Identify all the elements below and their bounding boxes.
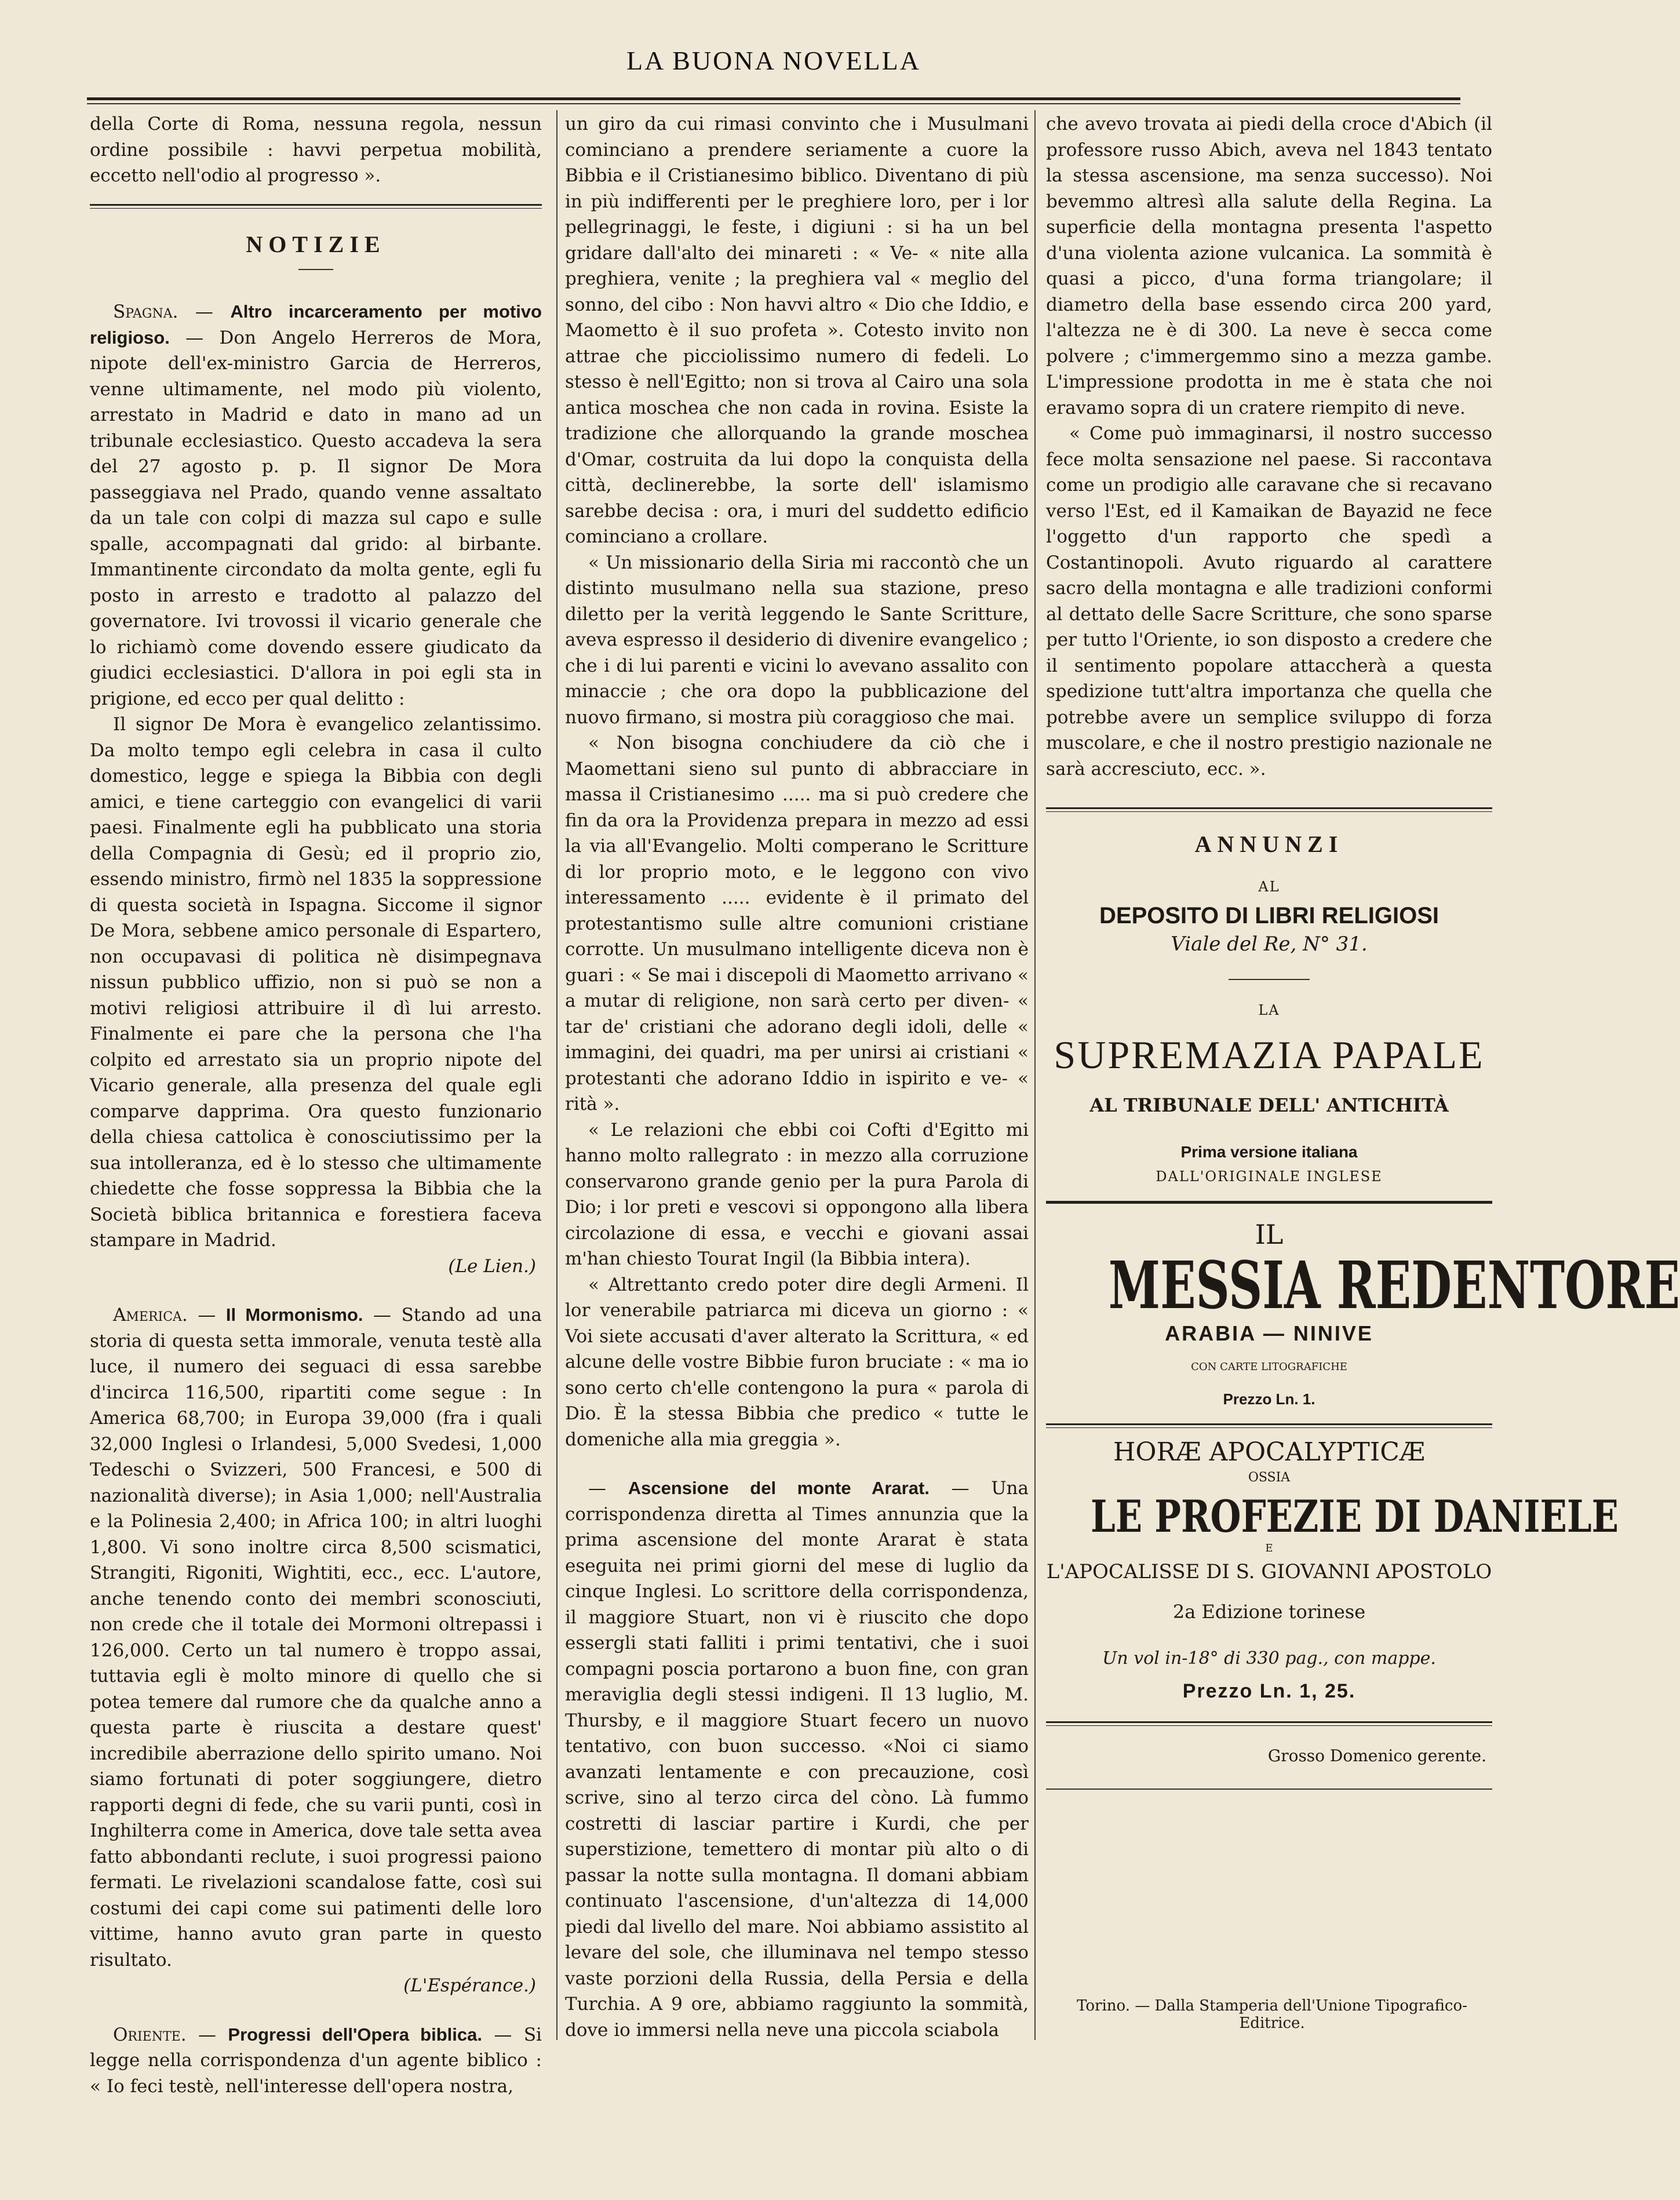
ad-il: IL [1255,1218,1284,1250]
ad-rule [1046,1423,1492,1428]
article-source: (Le Lien.) [448,1255,536,1277]
section-title-notizie: NOTIZIE [246,231,386,257]
column-2 [565,111,1029,2043]
ad-horae-ossia: OSSIA [1248,1470,1291,1485]
article-place: Spagna. [113,301,178,322]
article-paragraph: Il signor De Mora è evangelico zelantissimo. Da molto tempo egli celebra in casa il culto domestico, legge e spiega la Bibbia con degli amici, e tiene carteggio con evangelici di varii paesi. Finalmente egli ha pubblicato una storia della Compagnia di Gesù; ed il proprio zio, essendo ministro, firmò nel 1835 la soppressione di questa società in Ispagna. Siccome il signor De Mora, sebbene amico personale di Espartero, non occupavasi di politica nè disimpegnava nissun pubblico uffizio, non si può se non a motivi religiosi attribuire il dì lui arresto. Finalmente ei pare che la persona che l'ha colpito ed arrestato sia un proprio nipote del Vicario generale, alla presenza del quale egli comparve dapprima. Ora questo funzionario della chiesa cattolica è conosciutissimo per la sua intolleranza, ed è lo stesso che ultimamente chiedette che fosse soppressa la Bibbia che la Società biblica britannica e forestiera faceva stampare in Madrid. [90,714,542,1251]
article-body: Don Angelo Herreros de Mora, nipote dell'ex-ministro Garcia de Herreros, venne ultimamente, nel modo più violento, arrestato in Madrid e dato in mano ad un tribunale ecclesiastico. Questo accadeva la sera del 27 agosto p. p. Il signor De Mora passeggiava nel Prado, quando venne assaltato da un tale con colpi di mazza sul capo e sulle spalle, accompagnati dal grido: al birbante. Immantinente circondato da molta gente, egli fu posto in arresto e tradotto al palazzo del governatore. Ivi trovossi il vicario generale che lo richiamò come dovendo essere giudicato da giudici ecclesiastici. D'allora in poi egli sta in prigione, ed ecco per qual delitto : [90,327,542,709]
article-source: (L'Espérance.) [403,1975,536,1996]
article-body: Si legge nella corrispondenza d'un agente biblico : « Io feci testè, nell'interesse dell'opera nostra, [90,2024,542,2097]
ad-supremazia-version: Prima versione italiana [1180,1142,1358,1161]
article-ararat: — Ascensione del monte Ararat. — Una corrispondenza diretta al Times annunzia que la prima ascensione del monte Ararat è stata eseguita nei primi giorni del mese di luglio da cinque Inglesi. Lo scrittore della corrispondenza, il maggiore Stuart, non vi è riuscito che dopo essergli stati falliti i primi tentativi, che i suoi compagni poscia portarono a buon fine, con gran meraviglia degli stessi indigeni. Il 13 luglio, M. Thursby, e il maggiore Stuart fecero un nuovo tentativo, con buon successo. «Noi ci siamo avanzati lentamente e con precauzione, così scrive, sino al terzo circa del còno. Là fummo costretti di lasciar partire i Kurdi, che per superstizione, temettero di montar più alto o di passar la notte sulla montagna. Il domani abbiam continuato l'ascensione, d'un'altezza di 14,000 piedi dal livello del mare. Noi abbiamo assistito al levare del sole, che illuminava nel tempo stesso vaste porzioni della Russia, della Persia e della Turchia. A 9 ore, abbiamo raggiunto la sommità, dove io immersi nella neve una piccola sciabola [565,1478,1029,2041]
ad-messia-title: MESSIA REDENTORE [1108,1247,1680,1324]
article-place: America. [113,1305,188,1325]
ad-supremazia-origin: DALL'ORIGINALE INGLESE [1156,1168,1383,1185]
ad-horae-edition: 2a Edizione torinese [1172,1600,1366,1623]
section-rule [1046,807,1492,812]
section-title-annunzi: ANNUNZI [1194,831,1344,857]
masthead-rule-thin [87,103,1460,104]
article-paragraph: « Altrettanto credo poter dire degli Armeni. Il lor venerabile patriarca mi diceva un giorno : « Voi siete accusati d'aver alterato la Scrittura, « ed alcune delle vostre Bibbie furon bruciate : « ma io sono certo ch'elle contengono la pura « parola di Dio. È la stessa Bibbia che predico « tutte le domeniche alla mia greggia ». [565,1274,1029,1450]
ad-deposito-title: DEPOSITO DI LIBRI RELIGIOSI [1099,902,1439,928]
ad-messia-price: Prezzo Ln. 1. [1223,1390,1315,1408]
ad-al: AL [1258,878,1280,895]
ad-horae-sub: L'APOCALISSE DI S. GIOVANNI APOSTOLO [1046,1560,1492,1583]
intro-paragraph: della Corte di Roma, nessuna regola, nessun ordine possibile : havvi perpetua mobilità, eccetto nell'odio al progresso ». [90,114,542,186]
ad-horae-price: Prezzo Ln. 1, 25. [1182,1680,1356,1702]
section-rule [90,204,542,209]
spacer [90,1999,542,2022]
masthead-rule [87,97,1460,100]
ad-deposito [1046,879,1492,956]
ad-supremazia-title: SUPREMAZIA PAPALE [1054,1032,1485,1077]
article-spagna: Spagna. — Altro incarceramento per motivo religioso. — Don Angelo Herreros de Mora, nipote dell'ex-ministro Garcia de Herreros, venne ultimamente, nel modo più violento, arrestato in Madrid e dato in mano ad un tribunale ecclesiastico. Questo accadeva la sera del 27 agosto p. p. Il signor De Mora passeggiava nel Prado, quando venne assaltato da un tale con colpi di mazza sul capo e sulle spalle, accompagnati dal grido: al birbante. Immantinente circondato da molta gente, egli fu posto in arresto e tradotto al palazzo del governatore. Ivi trovossi il vicario generale che lo richiamò come dovendo essere giudicato da giudici ecclesiastici. D'allora in poi egli sta in prigione, ed ecco per qual delitto : [90,301,542,709]
ad-supremazia-subtitle: AL TRIBUNALE DELL' ANTICHITÀ [1089,1094,1449,1116]
article-place: Oriente. [113,2024,187,2045]
ad-messia [1046,1218,1680,1408]
ad-rule [1046,1201,1492,1204]
article-paragraph: che avevo trovata ai piedi della croce d'Abich (il professore russo Abich, aveva nel 1843 tentato la stessa ascensione, ma senza successo). Noi bevemmo altresì alla salute della Regina. La superficie della montagna presenta l'aspetto d'una violenta azione vulcanica. La sommità è quasi a picco, d'una forma triangolare; il diametro della base essendo circa 200 yard, l'altezza ne è di 300. La neve è secca come polvere ; c'immergemmo sino a mezza gambe. L'impressione prodotta in me è stata che noi eravamo sopra di un cratere riempito di neve. [1046,114,1492,418]
ad-rule [1046,1721,1492,1726]
column-1 [90,111,542,2099]
article-paragraph: « Un missionario della Siria mi raccontò che un distinto musulmano nella sua stazione, preso diletto per la verità leggendo le Sante Scritture, aveva espresso il desiderio di divenire evangelico ; che i di lui parenti e vicini lo avevano assalito con minaccie ; che ora dopo la pubblicazione del nuovo firmano, si mostra più coraggioso che mai. [565,552,1029,728]
ad-messia-subtitle: ARABIA — NINIVE [1165,1321,1373,1345]
column-divider-2 [1034,110,1036,2040]
column-3 [1046,111,1680,1790]
article-body: Una corrispondenza diretta al Times annunzia que la prima ascensione del monte Ararat è stata eseguita nei primi giorni del mese di luglio da cinque Inglesi. Lo scrittore della corrispondenza, il maggiore Stuart, non vi è riuscito che dopo essergli stati falliti i primi tentativi, che i suoi compagni poscia portarono a buon fine, con gran meraviglia degli stessi indigeni. Il 13 luglio, M. Thursby, e il maggiore Stuart fecero un nuovo tentativo, con buon successo. «Noi ci siamo avanzati lentamente e con precauzione, così scrive, sino al terzo circa del còno. Là fummo costretti di lasciar partire i Kurdi, che per superstizione, temettero di montar più alto o di passar la notte sulla montagna. Il domani abbiam continuato l'ascensione, d'un'altezza di 14,000 piedi dal livello del mare. Noi abbiamo assistito al levare del sole, che illuminava nel tempo stesso vaste porzioni della Russia, della Persia e della Turchia. A 9 ore, abbiamo raggiunto la sommità, dove io immersi nella neve una piccola sciabola [565,1478,1029,2041]
ad-horae-volume: Un vol in-18° di 330 pag., con mappe. [1102,1648,1436,1669]
article-paragraph: « Le relazioni che ebbi coi Cofti d'Egitto mi hanno molto rallegrato : in mezzo alla corruzione conservarono grande genio per la pura Parola di Dio; i lor preti e vescovi si oppongono alla libera circolazione di essa, e vecchi e giovani assai m'han chiesto Tourat Ingil (la Bibbia intera). [565,1119,1029,1269]
article-body: Stando ad una storia di questa setta immorale, venuta testè alla luce, il numero dei seguaci di essa sarebbe d'incirca 116,500, ripartiti come segue : In America 68,700; in Europa 39,000 (fra i quali 32,000 Inglesi o Irlandesi, 5,000 Svedesi, 1,000 Tedeschi o Svizzeri, 500 Francesi, e 500 di nazionalità diverse); in Asia 1,000; nell'Australia e la Polinesia 2,400; in Africa 100; in altri luoghi 1,800. Vi sono inoltre circa 8,500 scismatici, Strangiti, Rigoniti, Wightiti, ecc., ecc. L'autore, anche tenendo conto dei membri sconosciuti, non crede che il totale dei Mormoni oltrepassi i 126,000. Certo un tal numero è troppo assai, tuttavia egli è molto minore di quello che si potea temere dal rumore che da qualche anno a questa parte è riuscita a destare quest' incredibile aberrazione dello spirito umano. Noi siamo fortunati di poter soggiungere, dietro rapporti degni di fede, che su varii punti, così in Inghilterra come in America, dove tale setta avea fatto abbondanti reclute, i suoi progressi paiono fermati. Le rivelazioni scandalose fatte, così sui costumi dei capi come sui patimenti delle loro vittime, hanno avuto gran parte in questo risultato. [90,1305,542,1970]
ad-deposito-address: Viale del Re, N° 31. [1171,932,1368,956]
footer-rule [1046,1789,1492,1790]
ad-horae-e: E [1265,1542,1273,1554]
spacer [90,1279,542,1302]
ad-la: LA [1258,1001,1280,1018]
article-headline: Il Mormonismo. [225,1305,363,1325]
article-america: America. — Il Mormonismo. — Stando ad una storia di questa setta immorale, venuta testè alla luce, il numero dei seguaci di essa sarebbe d'incirca 116,500, ripartiti come segue : In America 68,700; in Europa 39,000 (fra i quali 32,000 Inglesi o Irlandesi, 5,000 Svedesi, 1,000 Tedeschi o Svizzeri, 500 Francesi, e 500 di nazionalità diverse); in Asia 1,000; nell'Australia e la Polinesia 2,400; in Africa 100; in altri luoghi 1,800. Vi sono inoltre circa 8,500 scismatici, Strangiti, Rigoniti, Wightiti, ecc., ecc. L'autore, anche tenendo conto dei membri sconosciuti, non crede che il totale dei Mormoni oltrepassi i 126,000. Certo un tal numero è troppo assai, tuttavia egli è molto minore di quello che si potea temere dal rumore che da qualche anno a questa parte è riuscita a destare quest' incredibile aberrazione dello spirito umano. Noi siamo fortunati di poter soggiungere, dietro rapporti degni di fede, che su varii punti, così in Inghilterra come in America, dove tale setta avea fatto abbondanti reclute, i suoi progressi paiono fermati. Le rivelazioni scandalose fatte, così sui costumi dei capi come sui patimenti delle loro vittime, hanno avuto gran parte in questo risultato. [90,1305,542,1970]
article-paragraph: un giro da cui rimasi convinto che i Musulmani cominciano a prendere seriamente a cuore la Bibbia e il Cristianesimo biblico. Diventano di più in più indifferenti per le preghiere loro, per i lor pellegrinaggi, le feste, i digiuni : si ha un bel gridare dall'alto dei minareti : « Ve- « nite alla preghiera, venite ; la preghiera val « meglio del sonno, del cibo : Non havvi altro « Dio che Iddio, e Maometto è il suo profeta ». Cotesto invito non attrae che picciolissimo numero di fedeli. Lo stesso è nell'Egitto; non si trova al Cairo una sola antica moschea che non cada in rovina. Esiste la tradizione che allorquando la grande moschea d'Omar, costruita da lui dopo la conquista della città, declinerebbe, la sorte dell' islamismo sarebbe decisa : ora, i muri del suddetto edificio cominciano a crollare. [565,114,1029,547]
ad-supremazia [1046,1002,1492,1185]
article-paragraph: « Non bisogna conchiudere da ciò che i Maomettani sieno sul punto di abbracciare in massa il Cristianesimo ..... ma si può credere che fin da ora la Providenza prepara in mezzo ad essi la via all'Evangelio. Molti comperano le Scritture di lor proprio moto, e le leggono con vivo interessamento ..... evidente è il primato del protestantismo sulle altre comunioni cristiane corrotte. Un musulmano intelligente diceva non è guari : « Se mai i discepoli di Maometto arrivano « a mutar di religione, non sarà certo per diven- « tar de' cristiani che adorano degli idoli, delle « immagini, dei quadri, ma per unirsi ai cristiani « protestanti che adorano Iddio in ispirito e ve- « rità ». [565,733,1029,1114]
gerente-line: Grosso Domenico gerente. [1267,1746,1486,1765]
short-rule [298,269,333,270]
article-paragraph: « Come può immaginarsi, il nostro successo fece molta sensazione nel paese. Si raccontava come un prodigio alle caravane che si recavano verso l'Est, ed il Kamaikan de Bayazid ne fece l'oggetto d'un rapporto che spedì a Costantinopoli. Avuto riguardo al carattere sacro della montagna e alle tradizioni conformi al dettato delle Sacre Scritture, che sono sparse per tutto l'Oriente, io son disposto a credere che il sentimento popolare attaccherà a questa spedizione tutt'altra importanza che quella che potrebbe avere un semplice sviluppo di forza muscolare, e che il nostro prestigio nazionale ne sarà accresciuto, ecc. ». [1046,423,1492,780]
imprint-line: Torino. — Dalla Stamperia dell'Unione Tipografico-Editrice. [1077,1997,1467,2032]
ad-horae-main: LE PROFEZIE DI DANIELE [1091,1490,1619,1542]
ad-horae [1046,1437,1619,1703]
ad-divider [1229,979,1310,980]
article-headline: Ascensione del monte Ararat. [628,1478,930,1498]
spacer [565,1452,1029,1476]
article-headline: Progressi dell'Opera biblica. [228,2024,482,2045]
ad-messia-maps: CON CARTE LITOGRAFICHE [1191,1360,1347,1373]
ad-horae-title: HORÆ APOCALYPTICÆ [1113,1437,1425,1467]
article-oriente: Oriente. — Progressi dell'Opera biblica. — Si legge nella corrispondenza d'un agente biblico : « Io feci testè, nell'interesse dell'opera nostra, [90,2024,542,2097]
masthead-title: LA BUONA NOVELLA [626,46,921,75]
column-divider-1 [556,110,557,2040]
article-headline: Altro incarceramento per motivo religioso. [90,301,542,348]
